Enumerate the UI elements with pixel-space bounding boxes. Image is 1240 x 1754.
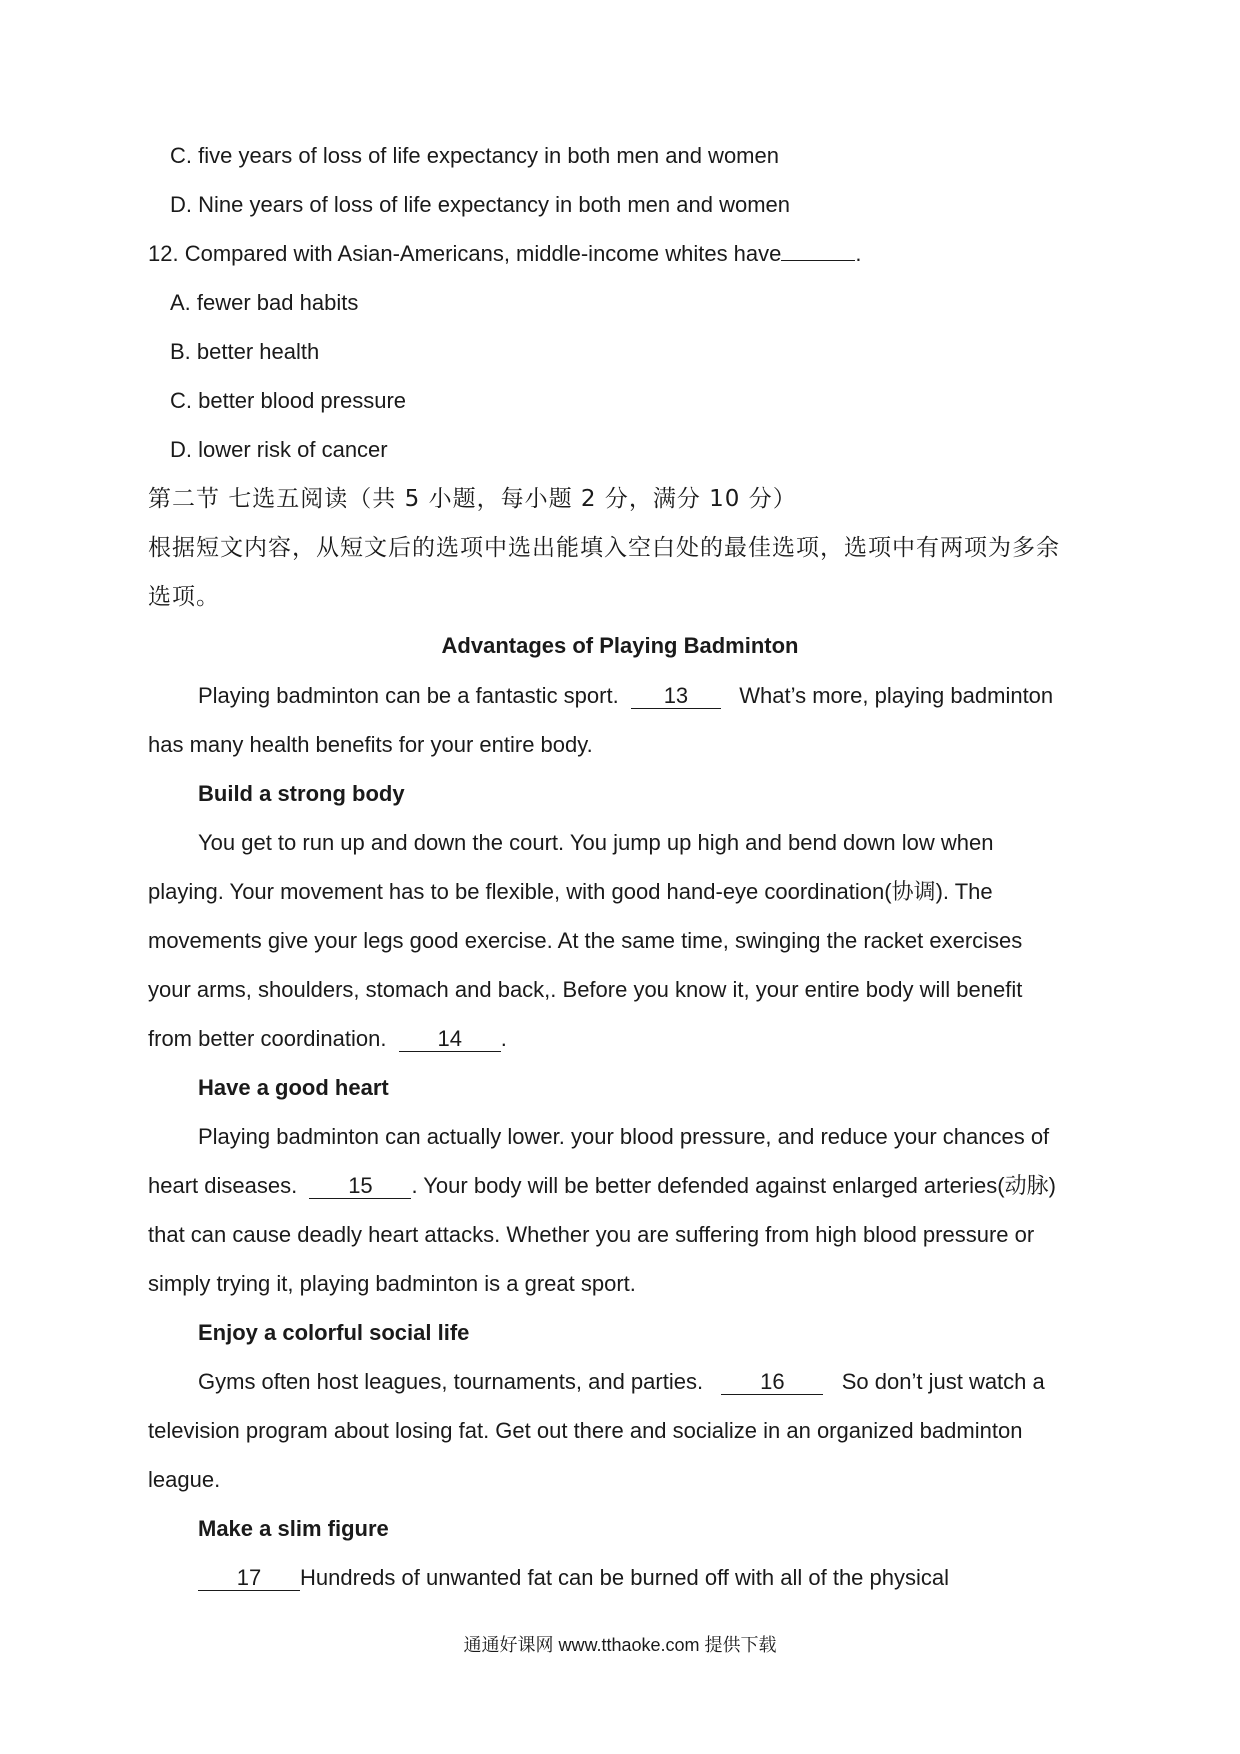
paragraph-4-line-3: league.: [148, 1467, 221, 1492]
paragraph-2-line-4: your arms, shoulders, stomach and back,. Before you know it, your entire body will benefit: [148, 977, 1023, 1002]
paragraph-3-line-4: simply trying it, playing badminton is a great sport.: [148, 1271, 636, 1296]
q12-stem: [148, 239, 862, 269]
paragraph-1-text-cont: What’s more, playing badminton: [739, 683, 1054, 708]
paragraph-4-text-cont: So don’t just watch a: [841, 1369, 1045, 1394]
paragraph-3-line-1: Playing badminton can actually lower. your blood pressure, and reduce your chances of: [198, 1124, 1050, 1149]
paragraph-2-line-2: playing. Your movement has to be flexible, with good hand-eye coordination(协调). The: [148, 879, 993, 904]
paragraph-1-line-2: has many health benefits for your entire body.: [148, 732, 593, 757]
paragraph-4-text: Gyms often host leagues, tournaments, and parties.: [198, 1369, 704, 1394]
q12-option-d: D. lower risk of cancer: [170, 437, 388, 462]
blank-16: 16: [721, 1370, 823, 1395]
section-heading: 第二节 七选五阅读（共 5 小题，每小题 2 分，满分 10 分）: [148, 486, 797, 512]
paragraph-5-text: Hundreds of unwanted fat can be burned off with all of the physical: [300, 1565, 950, 1590]
paragraph-2-line-1: You get to run up and down the court. You jump up high and bend down low when: [198, 830, 994, 855]
subheading-good-heart: Have a good heart: [198, 1075, 389, 1100]
paragraph-3-text-cont: . Your body will be better defended against enlarged arteries(动脉): [411, 1173, 1056, 1198]
paragraph-2-text: from better coordination.: [148, 1026, 387, 1051]
paragraph-1-text: Playing badminton can be a fantastic sport.: [198, 683, 619, 708]
q12-stem-text: 12. Compared with Asian-Americans, middle-income whites have: [148, 241, 782, 266]
passage-title: Advantages of Playing Badminton: [441, 633, 799, 658]
q12-option-b: B. better health: [170, 339, 320, 364]
blank-14: 14: [399, 1027, 501, 1052]
q11-option-d: D. Nine years of loss of life expectancy in both men and women: [170, 192, 790, 217]
paragraph-3-text: heart diseases.: [148, 1173, 298, 1198]
blank-15: 15: [309, 1174, 411, 1199]
q11-option-c: C. five years of loss of life expectancy in both men and women: [170, 143, 779, 168]
subheading-slim-figure: Make a slim figure: [198, 1516, 389, 1541]
page-footer: 通通好课网 www.tthaoke.com 提供下载: [463, 1635, 777, 1655]
q12-answer-blank: [781, 260, 855, 261]
paragraph-2-line-3: movements give your legs good exercise. At the same time, swinging the racket exercises: [148, 928, 1023, 953]
subheading-social-life: Enjoy a colorful social life: [198, 1320, 470, 1345]
paragraph-1-line-1: [198, 681, 1053, 711]
section-instruction-line2: 选项。: [148, 584, 220, 610]
section-instruction-line1: 根据短文内容，从短文后的选项中选出能填入空白处的最佳选项，选项中有两项为多余: [148, 535, 1060, 561]
paragraph-4-line-1: [198, 1367, 1045, 1397]
paragraph-4-line-2: television program about losing fat. Get out there and socialize in an organized badminton: [148, 1418, 1023, 1443]
q12-option-a: A. fewer bad habits: [170, 290, 359, 315]
subheading-strong-body: Build a strong body: [198, 781, 405, 806]
q12-option-c: C. better blood pressure: [170, 388, 407, 413]
paragraph-2-end: .: [500, 1026, 507, 1051]
q12-stem-end: .: [855, 241, 862, 266]
blank-17: 17: [198, 1566, 300, 1591]
blank-13: 13: [631, 684, 721, 709]
paragraph-2-line-5: [148, 1024, 507, 1054]
paragraph-5-line-1: [198, 1563, 949, 1593]
paragraph-3-line-2: [148, 1171, 1056, 1201]
paragraph-3-line-3: that can cause deadly heart attacks. Whether you are suffering from high blood pressure or: [148, 1222, 1035, 1247]
